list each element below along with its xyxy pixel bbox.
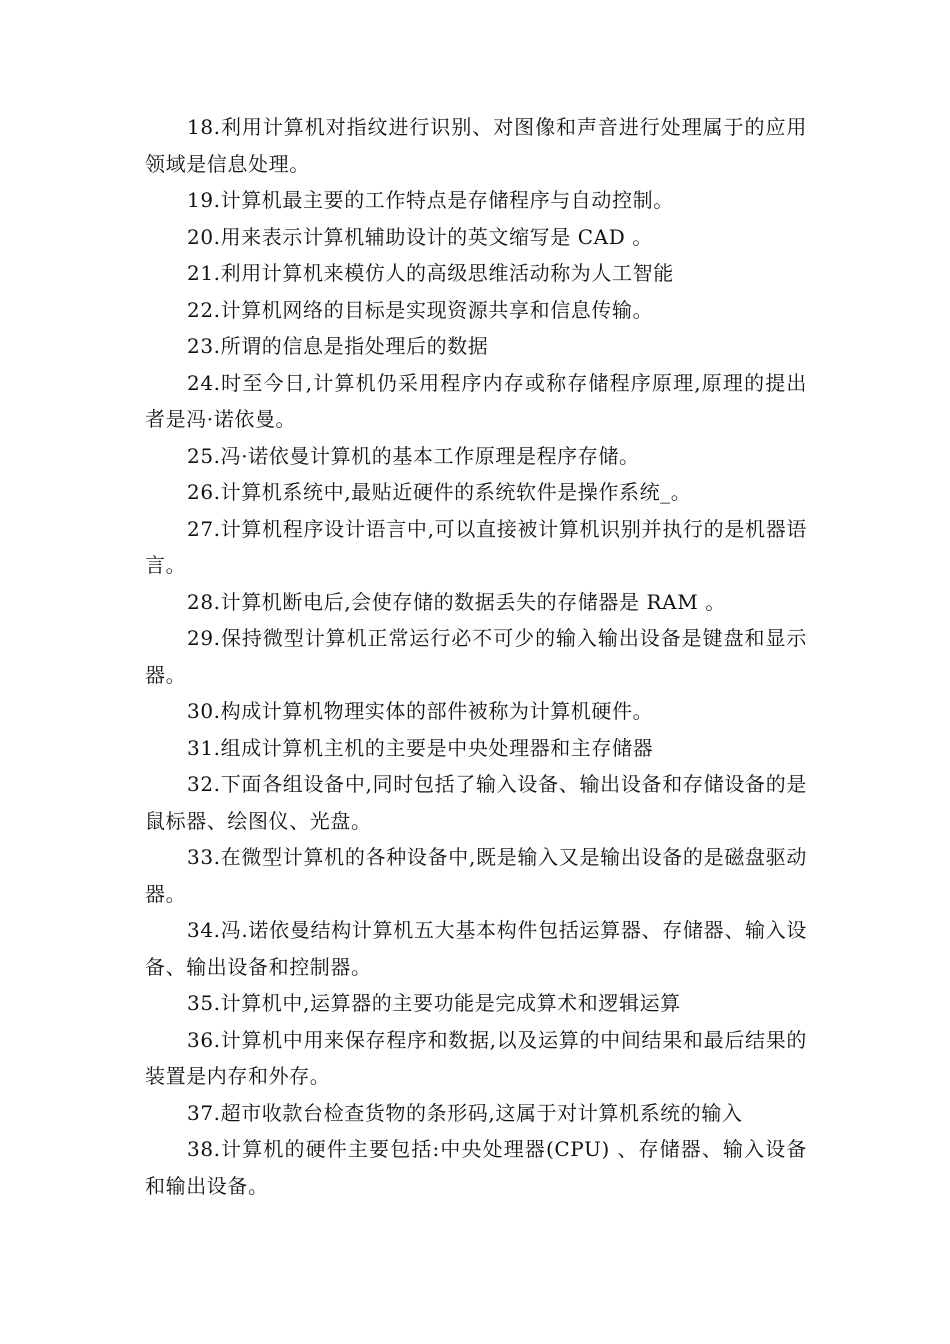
- question-23: 23.所谓的信息是指处理后的数据: [187, 334, 489, 358]
- question-35: 35.计算机中,运算器的主要功能是完成算术和逻辑运算: [187, 991, 681, 1015]
- question-28: 28.计算机断电后,会使存储的数据丢失的存储器是 RAM 。: [187, 589, 726, 614]
- question-24: 24.时至今日,计算机仍采用程序内存或称存储程序原理,原理的提出者是冯·诺依曼。: [145, 370, 807, 431]
- question-36: 36.计算机中用来保存程序和数据,以及运算的中间结果和最后结果的装置是内存和外存。: [145, 1027, 807, 1088]
- question-33: 33.在微型计算机的各种设备中,既是输入又是输出设备的是磁盘驱动器。: [145, 845, 807, 906]
- question-37: 37.超市收款台检查货物的条形码,这属于对计算机系统的输入: [187, 1100, 743, 1125]
- question-26: 26.计算机系统中,最贴近硬件的系统软件是操作系统_。: [187, 480, 692, 504]
- question-31: 31.组成计算机主机的主要是中央处理器和主存储器: [187, 735, 654, 760]
- question-38: 38.计算机的硬件主要包括:中央处理器(CPU) 、存储器、输入设备和输出设备。: [145, 1137, 807, 1198]
- question-27: 27.计算机程序设计语言中,可以直接被计算机识别并执行的是机器语言。: [145, 516, 807, 577]
- question-22: 22.计算机网络的目标是实现资源共享和信息传输。: [187, 297, 654, 322]
- question-34: 34.冯.诺依曼结构计算机五大基本构件包括运算器、存储器、输入设备、输出设备和控制器。: [145, 918, 807, 979]
- document-page: [145, 109, 807, 1204]
- question-18: 18.利用计算机对指纹进行识别、对图像和声音进行处理属于的应用领域是信息处理。: [145, 115, 807, 176]
- question-19: 19.计算机最主要的工作特点是存储程序与自动控制。: [187, 188, 674, 212]
- question-25: 25.冯·诺依曼计算机的基本工作原理是程序存储。: [187, 443, 640, 468]
- question-32: 32.下面各组设备中,同时包括了输入设备、输出设备和存储设备的是鼠标器、绘图仪、光盘。: [145, 772, 807, 833]
- question-20: 20.用来表示计算机辅助设计的英文缩写是 CAD 。: [187, 224, 653, 249]
- question-30: 30.构成计算机物理实体的部件被称为计算机硬件。: [187, 699, 654, 723]
- question-29: 29.保持微型计算机正常运行必不可少的输入输出设备是键盘和显示器。: [145, 626, 807, 687]
- question-21: 21.利用计算机来模仿人的高级思维活动称为人工智能: [187, 261, 674, 285]
